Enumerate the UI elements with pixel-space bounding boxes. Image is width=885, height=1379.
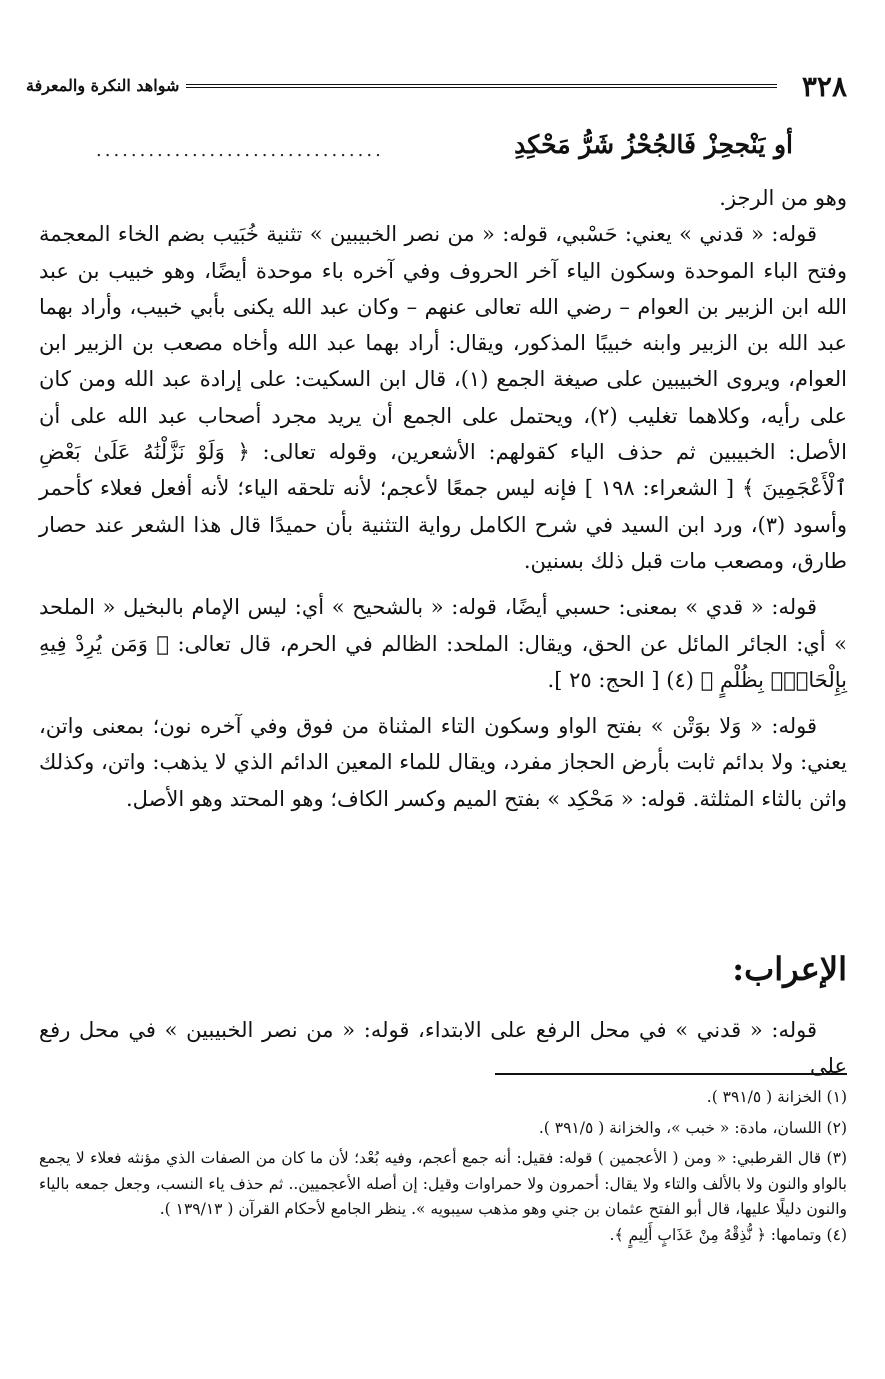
running-title: شواهد النكرة والمعرفة [26,76,180,95]
paragraph-vocabulary-1: قوله: « قدني » يعني: حَسْبي، قوله: « من نصر الخبيبين » تثنية خُبَيب بضم الخاء المعجمة وفتح الباء الموحدة وسكون الياء آخر الحروف وفي آخره باء موحدة أيضًا، وهو خبيب بن عبد الله ابن الزبير بن العوام – رضي الله تعالى عنهم – وكان عبد الله يكنى بأبي خبيب، وأراد بهما عبد الله بن الزبير وابنه خبيبًا المذكور، ويقال: أراد بهما عبد الله وأخاه مصعب بن الزبير ابن العوام، ويروى الخبيبين على صيغة الجمع (١)، قال ابن السكيت: على إرادة عبد الله ومن كان على رأيه، وكلاهما تغليب (٢)، ويحتمل على الجمع أن يريد مجرد أصحاب عبد الله على أن الأصل: الخبيبين ثم حذف الياء كقولهم: الأشعرين، وقوله تعالى: ﴿ وَلَوْ نَزَّلْنَٰهُ عَلَىٰ بَعْضِ ٱلْأَعْجَمِينَ ﴾ [ الشعراء: ١٩٨ ] فإنه ليس جمعًا لأعجم؛ لأنه تلحقه الياء؛ لأنه أفعل فعلاء كأحمر وأسود (٣)، ورد ابن السيد في شرح الكامل رواية التثنية بأن حميدًا قال هذا الشعر عند حصار طارق، ومصعب مات قبل ذلك بسنين. [39,222,847,573]
meter-note: وهو من الرجز. [719,186,847,210]
commentary-body [39,180,847,817]
irab-paragraph: قوله: « قدني » في محل الرفع على الابتداء، قوله: « من نصر الخبيبين » في محل رفع على [39,1018,847,1079]
header-rule [186,84,777,88]
paragraph-vocabulary-2: قوله: « قدي » بمعنى: حسبي أيضًا، قوله: « بالشحيح » أي: ليس الإمام بالبخيل « الملحد » أي: الجائر المائل عن الحق، ويقال: الملحد: الظالم في الحرم، قال تعالى: ﴿ وَمَن يُرِدْ فِيهِ بِإِلْحَادٍۭ بِظُلْمٍ ﴾ (٤) [ الحج: ٢٥ ]. [39,595,847,692]
poetry-verse: أو يَنْجحِزْ فَالجُحْزُ شَرُّ مَحْكِدِ [514,130,793,159]
footnote-3: (٣) قال القرطبي: « ومن ( الأعجمين ) قوله: فقيل: أنه جمع أعجم، وفيه بُعْد؛ لأن ما كان من الصفات الذي مؤنثه فعلاء لا يجمع بالواو والنون ولا بالألف والتاء ولا يقال: أحمرون ولا حمراوات وقيل: إن أصله الأعجميين.. ثم حذف ياء النسب، وجعل جمعه بالياء والنون دليلًا عليها، قال أبو الفتح عثمان بن جني وهو مذهب سيبويه ». ينظر الجامع لأحكام القرآن ( ١٣٩/١٣ ). [39,1149,847,1218]
footnote-2: (٢) اللسان، مادة: « خبب »، والخزانة ( ٣٩١/٥ ). [538,1118,847,1137]
verse-ellipsis: ................................. [96,140,384,161]
page-header [26,70,847,104]
footnotes [39,1085,847,1248]
page-number: ٣٢٨ [801,70,847,103]
footnote-1: (١) الخزانة ( ٣٩١/٥ ). [706,1088,847,1106]
footnote-divider [495,1073,847,1075]
section-title-irab: الإعراب: [732,950,847,988]
paragraph-vocabulary-3: قوله: « وَلا بوَتْن » بفتح الواو وسكون التاء المثناة من فوق وفي آخره نون؛ بمعنى واتن، يعني: ولا بدائم ثابت بأرض الحجاز مفرد، ويقال للماء المعين الدائم الذي لا يذهب: واتن، وكذلك واثن بالثاء المثلثة. قوله: « مَحْكِد » بفتح الميم وكسر الكاف؛ وهو المحتد وهو الأصل. [39,714,847,811]
footnote-4: (٤) وتمامها: ﴿ نُّذِقْهُ مِنْ عَذَابٍ أَلِيمٍ ﴾. [609,1225,847,1244]
